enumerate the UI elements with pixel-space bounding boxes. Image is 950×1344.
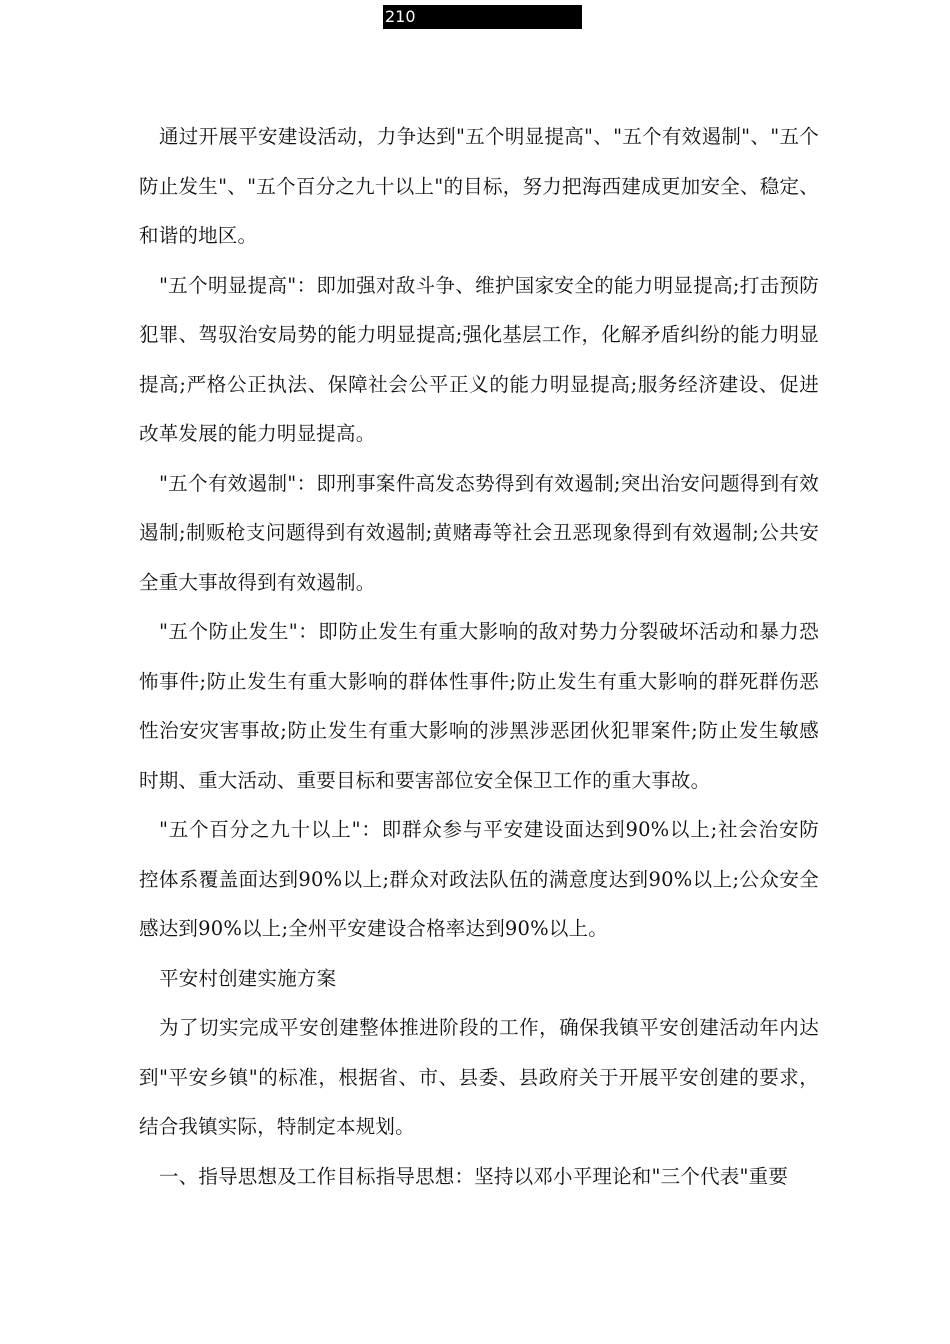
paragraph-guiding-ideology: 一、指导思想及工作目标指导思想：坚持以邓小平理论和"三个代表"重要 bbox=[159, 1164, 789, 1188]
paragraph-five-containments: "五个有效遏制"：即刑事案件高发态势得到有效遏制;突出治安问题得到有效遏制;制贩枪支问题得到有效遏制;黄赌毒等社会丑恶现象得到有效遏制;公共安全重大事故得到有效遏制。 bbox=[139, 471, 819, 594]
page-number: 210 bbox=[383, 5, 582, 29]
section-title-safe-village-plan: 平安村创建实施方案 bbox=[159, 966, 337, 990]
paragraph-five-improvements: "五个明显提高"：即加强对敌斗争、维护国家安全的能力明显提高;打击预防犯罪、驾驭治安局势的能力明显提高;强化基层工作，化解矛盾纠纷的能力明显提高;严格公正执法、保障社会公平正义的能力明显提高;服务经济建设、促进改革发展的能力明显提高。 bbox=[139, 273, 819, 445]
paragraph-five-preventions: "五个防止发生"：即防止发生有重大影响的敌对势力分裂破坏活动和暴力恐怖事件;防止发生有重大影响的群体性事件;防止发生有重大影响的群死群伤恶性治安灾害事故;防止发生有重大影响的涉黑涉恶团伙犯罪案件;防止发生敏感时期、重大活动、重要目标和要害部位安全保卫工作的重大事故。 bbox=[139, 620, 819, 792]
paragraph-five-ninety-percent: "五个百分之九十以上"：即群众参与平安建设面达到90%以上;社会治安防控体系覆盖面达到90%以上;群众对政法队伍的满意度达到90%以上;公众安全感达到90%以上;全州平安建设合格率达到90%以上。 bbox=[139, 818, 819, 940]
paragraph-plan-intro: 为了切实完成平安创建整体推进阶段的工作，确保我镇平安创建活动年内达到"平安乡镇"的标准，根据省、市、县委、县政府关于开展平安创建的要求，结合我镇实际，特制定本规划。 bbox=[139, 1016, 819, 1138]
document-body bbox=[139, 112, 819, 1201]
paragraph-goals-intro: 通过开展平安建设活动，力争达到"五个明显提高"、"五个有效遏制"、"五个防止发生"、"五个百分之九十以上"的目标，努力把海西建成更加安全、稳定、和谐的地区。 bbox=[139, 125, 819, 247]
